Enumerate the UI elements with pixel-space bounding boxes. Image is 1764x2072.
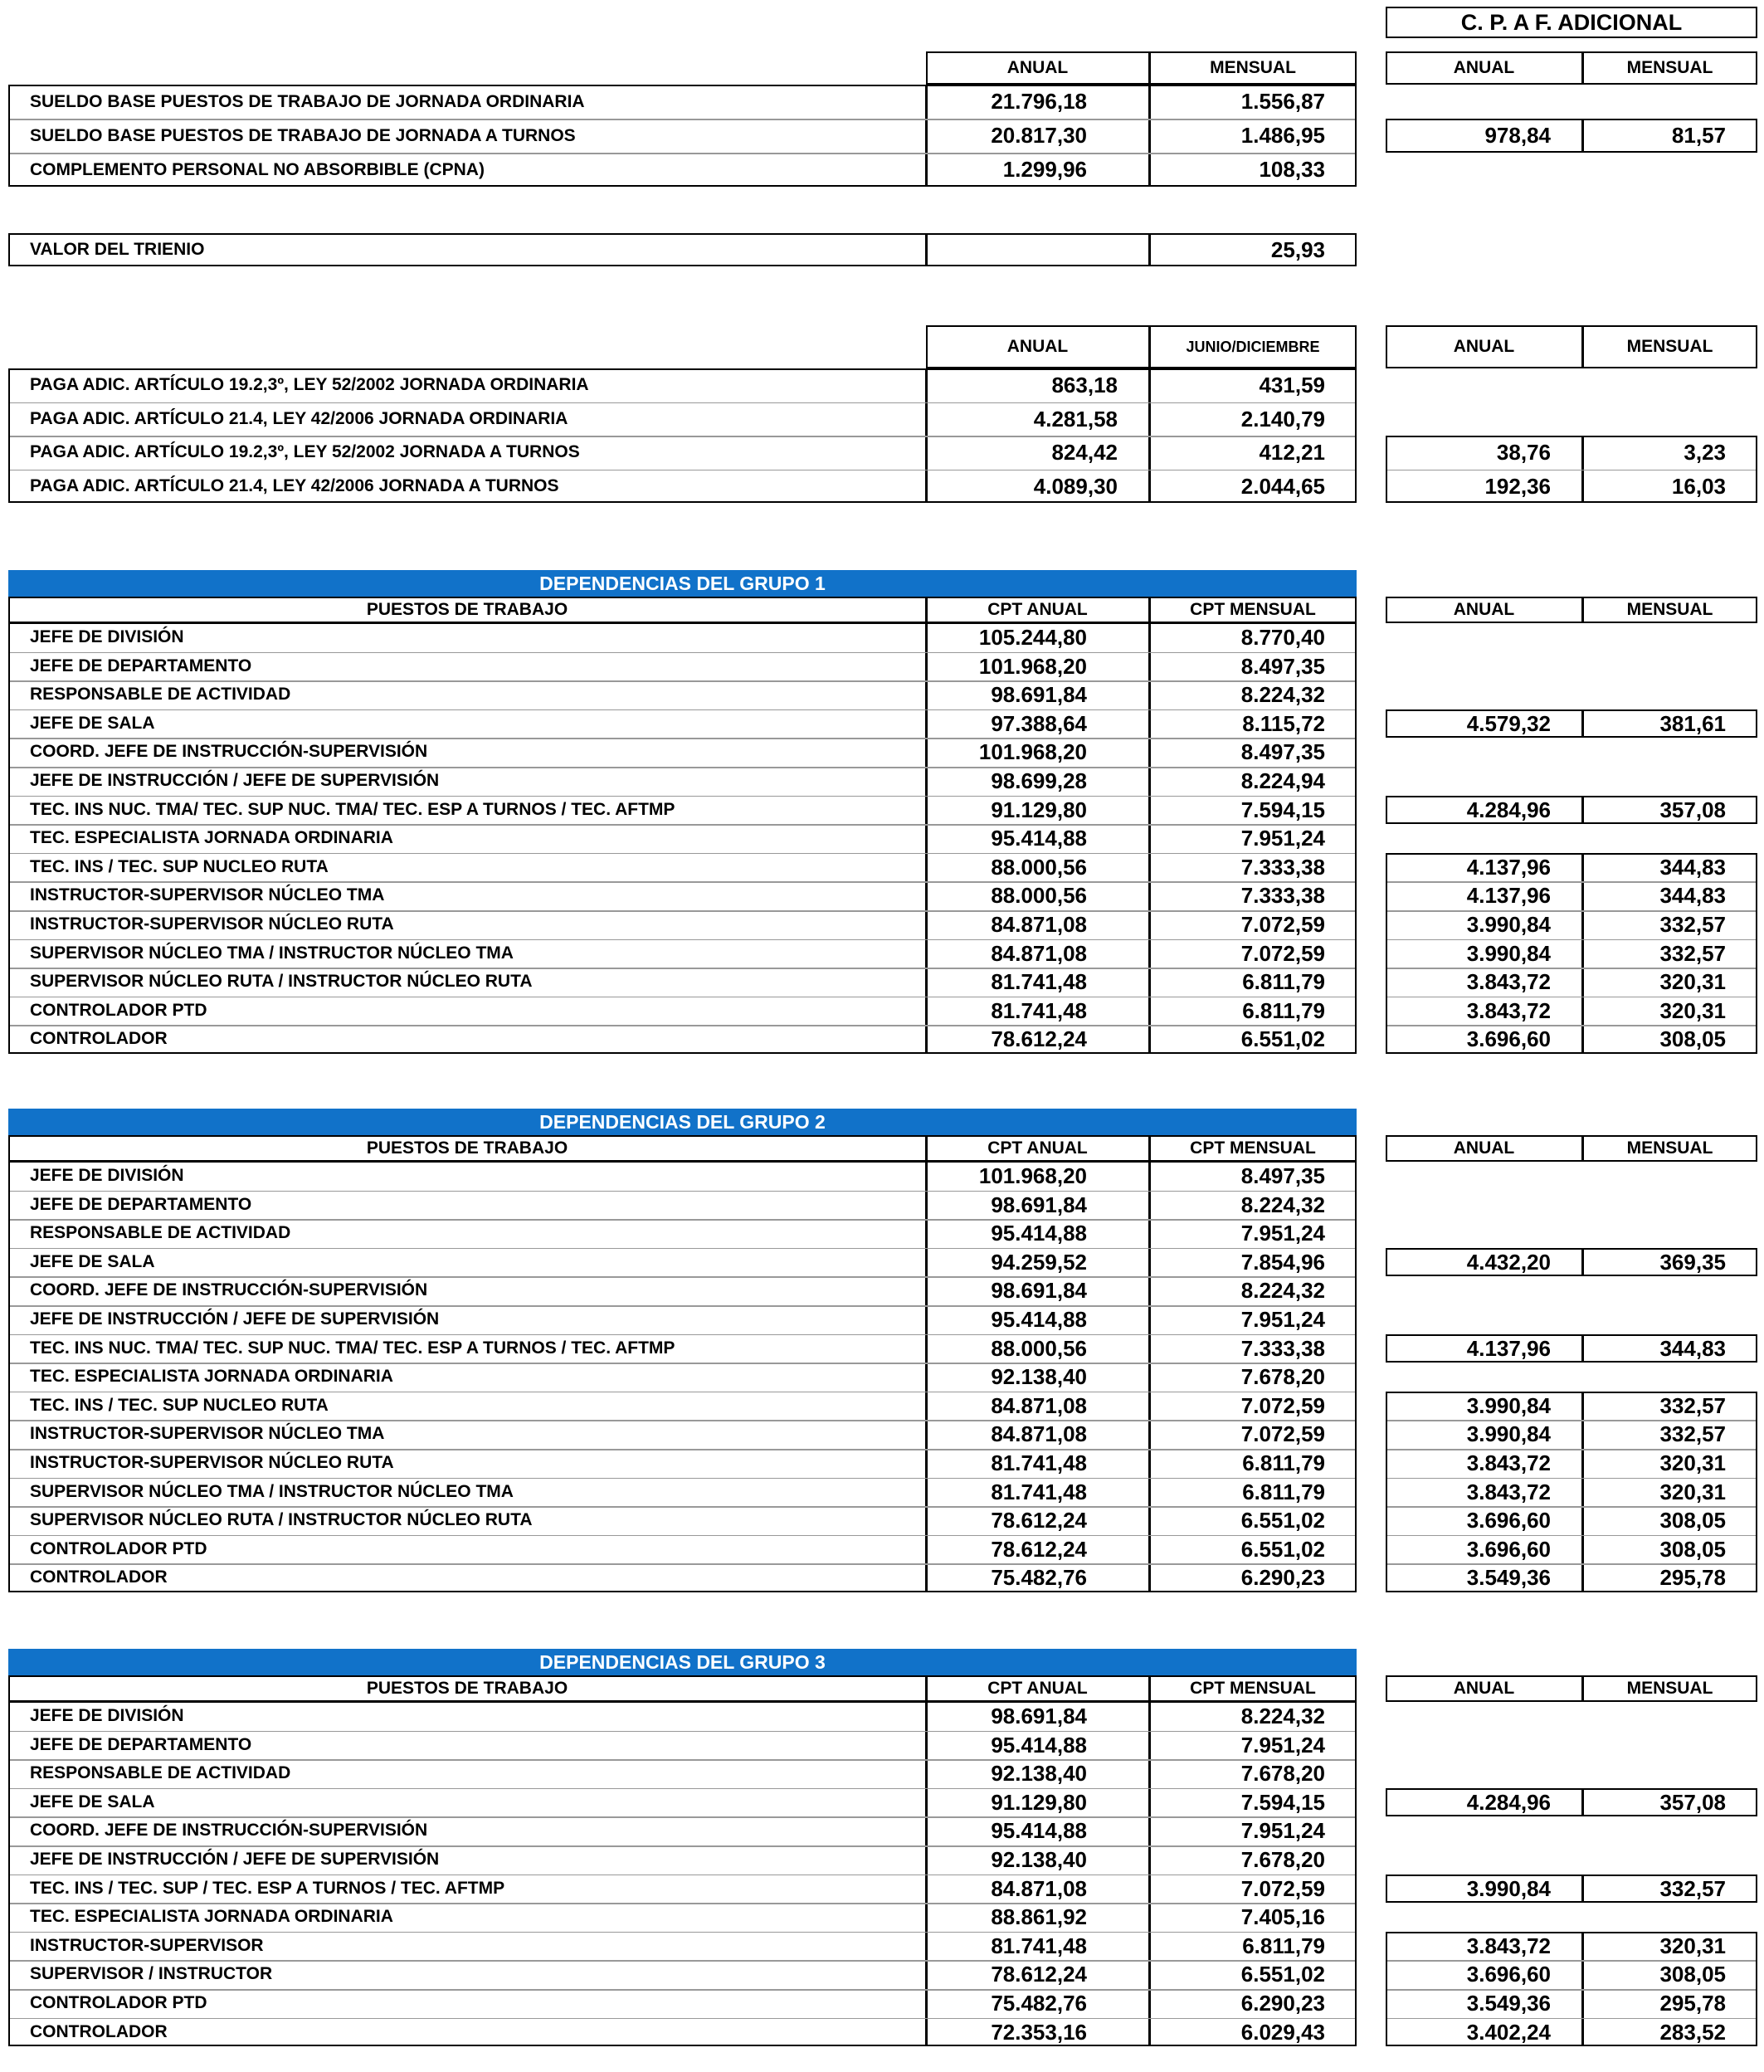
- paga-row-label: PAGA ADIC. ARTÍCULO 21.4, LEY 42/2006 JORNADA ORDINARIA: [30, 408, 568, 428]
- sueldo-header-mensual: MENSUAL: [1210, 58, 1296, 77]
- group-row-anual: 97.388,64: [991, 710, 1087, 736]
- paga-header-anual: ANUAL: [1006, 337, 1069, 356]
- group-row-anual: 101.968,20: [978, 1163, 1087, 1188]
- sueldo-row-mensual: 108,33: [1259, 157, 1325, 182]
- group-row-mensual: 6.551,02: [1240, 1962, 1325, 1987]
- group-adic-box: [1386, 796, 1757, 825]
- group-adic-row-sep: [1387, 1989, 1756, 1991]
- group-row-anual: 88.000,56: [991, 883, 1087, 909]
- group-row-label: TEC. ESPECIALISTA JORNADA ORDINARIA: [30, 828, 393, 848]
- group-row-anual: 78.612,24: [991, 1962, 1087, 1987]
- group-row-label: JEFE DE SALA: [30, 713, 155, 733]
- sueldo-adic-header-mensual: MENSUAL: [1626, 58, 1713, 77]
- group-adic-anual: 4.137,96: [1466, 854, 1551, 880]
- group-adic-mensual: 320,31: [1659, 1933, 1726, 1958]
- sueldo-row-label: COMPLEMENTO PERSONAL NO ABSORBIBLE (CPNA): [30, 160, 485, 179]
- group-row-anual: 75.482,76: [991, 1991, 1087, 2016]
- group-header-mensual: CPT MENSUAL: [1190, 600, 1316, 619]
- paga-row-jd: 431,59: [1259, 373, 1325, 397]
- group-adic-row-sep: [1387, 939, 1756, 941]
- group-row-anual: 92.138,40: [991, 1364, 1087, 1390]
- group-row-anual: 95.414,88: [991, 1221, 1087, 1246]
- group-row-anual: 84.871,08: [991, 912, 1087, 937]
- group-adic-header-anual: ANUAL: [1453, 1138, 1515, 1158]
- group-row-mensual: 6.290,23: [1240, 1991, 1325, 2016]
- paga-adic-anual: 38,76: [1496, 440, 1551, 465]
- group-row-anual: 81.741,48: [991, 1450, 1087, 1475]
- group-row-label: CONTROLADOR: [30, 1567, 168, 1587]
- paga-adic-header-anual: ANUAL: [1453, 337, 1515, 356]
- group-adic-mensual: 344,83: [1659, 883, 1726, 909]
- group-row-mensual: 8.497,35: [1240, 653, 1325, 679]
- group-row-mensual: 7.072,59: [1240, 1421, 1325, 1447]
- group-row-anual: 95.414,88: [991, 1307, 1087, 1332]
- group-row-mensual: 7.333,38: [1240, 883, 1325, 909]
- group-row-label: JEFE DE DEPARTAMENTO: [30, 1734, 252, 1754]
- group-row-mensual: 6.551,02: [1240, 1536, 1325, 1562]
- group-row-mensual: 7.333,38: [1240, 1335, 1325, 1361]
- group-row-mensual: 8.224,32: [1240, 1704, 1325, 1728]
- group-row-mensual: 6.551,02: [1240, 1026, 1325, 1052]
- group-adic-header-mensual: MENSUAL: [1626, 1138, 1713, 1158]
- group-row-mensual: 8.770,40: [1240, 625, 1325, 650]
- group-row-anual: 81.741,48: [991, 1933, 1087, 1958]
- group-row-anual: 91.129,80: [991, 1789, 1087, 1815]
- group-row-label: JEFE DE DIVISIÓN: [30, 627, 184, 646]
- group-row-anual: 95.414,88: [991, 1818, 1087, 1844]
- group-row-label: JEFE DE DIVISIÓN: [30, 1706, 184, 1725]
- group-row-anual: 98.691,84: [991, 682, 1087, 708]
- group-row-label: CONTROLADOR PTD: [30, 1538, 207, 1558]
- group-row-mensual: 7.072,59: [1240, 912, 1325, 937]
- sueldo-row-mensual: 1.556,87: [1240, 89, 1325, 114]
- group-row-anual: 98.691,84: [991, 1278, 1087, 1304]
- paga-adic-mensual: 3,23: [1684, 440, 1726, 465]
- group-row-label: INSTRUCTOR-SUPERVISOR NÚCLEO RUTA: [30, 914, 394, 934]
- group-row-label: JEFE DE INSTRUCCIÓN / JEFE DE SUPERVISIÓN: [30, 1850, 440, 1869]
- group-adic-mensual: 295,78: [1659, 1991, 1726, 2016]
- group-adic-mensual: 308,05: [1659, 1026, 1726, 1052]
- group-adic-divider: [1581, 1875, 1584, 1904]
- group-adic-row-sep: [1387, 881, 1756, 883]
- group-header-puestos: PUESTOS DE TRABAJO: [366, 600, 568, 619]
- group-title-band: DEPENDENCIAS DEL GRUPO 2: [8, 1109, 1357, 1135]
- group-adic-header-anual: ANUAL: [1453, 1679, 1515, 1698]
- group-row-anual: 91.129,80: [991, 797, 1087, 822]
- group-row-label: COORD. JEFE DE INSTRUCCIÓN-SUPERVISIÓN: [30, 742, 428, 762]
- group-adic-box: [1386, 709, 1757, 739]
- group-row-label: COORD. JEFE DE INSTRUCCIÓN-SUPERVISIÓN: [30, 1821, 428, 1840]
- group-adic-mensual: 295,78: [1659, 1565, 1726, 1591]
- group-row-mensual: 7.072,59: [1240, 1875, 1325, 1901]
- group-adic-box: [1386, 853, 1757, 1054]
- group-adic-mensual: 332,57: [1659, 1875, 1726, 1901]
- group-row-mensual: 7.951,24: [1240, 1732, 1325, 1758]
- group-row-anual: 95.414,88: [991, 1732, 1087, 1758]
- group-row-mensual: 7.678,20: [1240, 1364, 1325, 1390]
- group-adic-mensual: 320,31: [1659, 997, 1726, 1023]
- group-adic-anual: 3.549,36: [1466, 1565, 1551, 1591]
- group-row-anual: 81.741,48: [991, 969, 1087, 995]
- group-row-label: RESPONSABLE DE ACTIVIDAD: [30, 1223, 291, 1243]
- group-adic-divider: [1581, 796, 1584, 825]
- paga-row-jd: 412,21: [1259, 440, 1325, 465]
- group-row-mensual: 7.333,38: [1240, 854, 1325, 880]
- group-adic-row-sep: [1387, 1449, 1756, 1450]
- group-row-mensual: 7.072,59: [1240, 1392, 1325, 1418]
- group-row-mensual: 6.811,79: [1242, 997, 1325, 1023]
- paga-header-jd: JUNIO/DICIEMBRE: [1186, 339, 1320, 355]
- group-adic-row-sep: [1387, 997, 1756, 998]
- group-row-mensual: 7.594,15: [1240, 797, 1325, 822]
- group-row-label: TEC. INS NUC. TMA/ TEC. SUP NUC. TMA/ TEC. ESP A TURNOS / TEC. AFTMP: [30, 799, 675, 819]
- group-row-label: TEC. INS NUC. TMA/ TEC. SUP NUC. TMA/ TEC. ESP A TURNOS / TEC. AFTMP: [30, 1338, 675, 1358]
- group-adic-anual: 4.284,96: [1466, 1789, 1551, 1815]
- group-adic-anual: 3.990,84: [1466, 1421, 1551, 1447]
- group-row-label: TEC. INS / TEC. SUP NUCLEO RUTA: [30, 856, 329, 876]
- trienio-box: [8, 233, 1357, 266]
- group-adic-mensual: 332,57: [1659, 912, 1726, 937]
- group-row-anual: 78.612,24: [991, 1536, 1087, 1562]
- group-row-mensual: 6.811,79: [1242, 1933, 1325, 1958]
- group-adic-anual: 3.696,60: [1466, 1508, 1551, 1533]
- group-row-mensual: 7.678,20: [1240, 1761, 1325, 1787]
- group-row-mensual: 8.224,32: [1240, 1278, 1325, 1304]
- group-adic-mensual: 357,08: [1659, 1789, 1726, 1815]
- group-row-mensual: 6.551,02: [1240, 1508, 1325, 1533]
- group-row-mensual: 7.405,16: [1240, 1904, 1325, 1930]
- group-row-label: JEFE DE DEPARTAMENTO: [30, 656, 252, 675]
- group-row-label: JEFE DE SALA: [30, 1792, 155, 1811]
- group-row-label: SUPERVISOR NÚCLEO RUTA / INSTRUCTOR NÚCLEO RUTA: [30, 1510, 533, 1530]
- group-row-mensual: 7.678,20: [1240, 1847, 1325, 1872]
- group-adic-mensual: 308,05: [1659, 1962, 1726, 1987]
- group-row-anual: 92.138,40: [991, 1847, 1087, 1872]
- paga-row-anual: 4.281,58: [1033, 406, 1118, 431]
- group-adic-mensual: 332,57: [1659, 1421, 1726, 1447]
- sueldo-row-label: SUELDO BASE PUESTOS DE TRABAJO DE JORNADA ORDINARIA: [30, 92, 585, 111]
- group-adic-divider: [1581, 709, 1584, 739]
- group-row-label: CONTROLADOR: [30, 2021, 168, 2041]
- paga-row-label: PAGA ADIC. ARTÍCULO 19.2,3º, LEY 52/2002 JORNADA A TURNOS: [30, 442, 580, 461]
- group-adic-anual: 4.432,20: [1466, 1249, 1551, 1275]
- group-adic-divider: [1581, 1248, 1584, 1277]
- group-row-mensual: 7.951,24: [1240, 1818, 1325, 1844]
- group-adic-anual: 4.579,32: [1466, 710, 1551, 736]
- group-row-mensual: 7.951,24: [1240, 1221, 1325, 1246]
- group-adic-anual: 3.843,72: [1466, 1450, 1551, 1475]
- group-adic-mensual: 344,83: [1659, 1335, 1726, 1361]
- group-adic-anual: 3.696,60: [1466, 1962, 1551, 1987]
- group-adic-divider: [1581, 1334, 1584, 1363]
- sueldo-adic-row-divider: [1581, 119, 1584, 153]
- group-row-label: INSTRUCTOR-SUPERVISOR NÚCLEO RUTA: [30, 1453, 394, 1472]
- group-row-mensual: 6.811,79: [1242, 1450, 1325, 1475]
- group-row-mensual: 8.497,35: [1240, 1163, 1325, 1188]
- group-row-label: JEFE DE DIVISIÓN: [30, 1166, 184, 1185]
- group-row-mensual: 7.594,15: [1240, 1789, 1325, 1815]
- group-row-sep: [10, 1563, 1355, 1565]
- group-adic-divider: [1581, 1788, 1584, 1817]
- group-row-mensual: 8.224,32: [1240, 1192, 1325, 1217]
- group-adic-row-sep: [1387, 2018, 1756, 2020]
- group-adic-anual: 3.402,24: [1466, 2019, 1551, 2045]
- group-adic-anual: 3.843,72: [1466, 997, 1551, 1023]
- group-row-sep: [10, 1025, 1355, 1026]
- group-adic-mensual: 320,31: [1659, 1479, 1726, 1504]
- group-row-anual: 98.699,28: [991, 768, 1087, 793]
- group-row-anual: 101.968,20: [978, 653, 1087, 679]
- group-row-anual: 78.612,24: [991, 1026, 1087, 1052]
- group-row-anual: 84.871,08: [991, 1875, 1087, 1901]
- group-adic-box: [1386, 1392, 1757, 1592]
- group-adic-mensual: 381,61: [1659, 710, 1726, 736]
- group-row-label: INSTRUCTOR-SUPERVISOR NÚCLEO TMA: [30, 885, 385, 905]
- sueldo-row-label: SUELDO BASE PUESTOS DE TRABAJO DE JORNADA A TURNOS: [30, 126, 576, 145]
- group-row-anual: 81.741,48: [991, 1479, 1087, 1504]
- group-row-sep: [10, 1248, 1355, 1250]
- group-row-anual: 84.871,08: [991, 1421, 1087, 1447]
- group-adic-anual: 3.990,84: [1466, 912, 1551, 937]
- group-row-sep: [10, 2018, 1355, 2020]
- group-row-anual: 94.259,52: [991, 1249, 1087, 1275]
- group-row-anual: 88.000,56: [991, 854, 1087, 880]
- paga-row-anual: 4.089,30: [1033, 473, 1118, 499]
- group-adic-anual: 3.990,84: [1466, 940, 1551, 966]
- group-adic-row-sep: [1387, 1506, 1756, 1508]
- group-row-anual: 84.871,08: [991, 1392, 1087, 1418]
- group-row-label: SUPERVISOR NÚCLEO TMA / INSTRUCTOR NÚCLEO TMA: [30, 1481, 514, 1501]
- group-row-label: JEFE DE SALA: [30, 1251, 155, 1271]
- group-row-mensual: 7.951,24: [1240, 826, 1325, 851]
- group-adic-anual: 3.990,84: [1466, 1875, 1551, 1901]
- group-adic-box: [1386, 1248, 1757, 1277]
- group-row-label: COORD. JEFE DE INSTRUCCIÓN-SUPERVISIÓN: [30, 1280, 428, 1300]
- group-adic-anual: 3.549,36: [1466, 1991, 1551, 2016]
- group-row-label: TEC. ESPECIALISTA JORNADA ORDINARIA: [30, 1367, 393, 1387]
- trienio-mensual: 25,93: [1270, 237, 1325, 262]
- group-adic-header-mensual: MENSUAL: [1626, 1679, 1713, 1698]
- group-adic-row-sep: [1387, 1478, 1756, 1480]
- group-adic-box: [1386, 1334, 1757, 1363]
- group-adic-row-sep: [1387, 1960, 1756, 1962]
- group-row-sep: [10, 1535, 1355, 1537]
- group-row-anual: 72.353,16: [991, 2019, 1087, 2045]
- group-header-anual: CPT ANUAL: [987, 600, 1088, 619]
- group-row-sep: [10, 1989, 1355, 1991]
- sueldo-adic-row-mensual: 81,57: [1671, 123, 1726, 148]
- group-adic-mensual: 308,05: [1659, 1536, 1726, 1562]
- group-row-anual: 98.691,84: [991, 1192, 1087, 1217]
- sueldo-row-mensual: 1.486,95: [1240, 123, 1325, 148]
- group-title-band: DEPENDENCIAS DEL GRUPO 3: [8, 1649, 1357, 1675]
- group-row-label: CONTROLADOR PTD: [30, 1993, 207, 2012]
- group-row-anual: 98.691,84: [991, 1704, 1087, 1728]
- group-row-sep: [10, 709, 1355, 711]
- group-adic-anual: 4.137,96: [1466, 1335, 1551, 1361]
- group-adic-anual: 4.137,96: [1466, 883, 1551, 909]
- group-adic-anual: 4.284,96: [1466, 797, 1551, 822]
- paga-adic-mensual: 16,03: [1671, 473, 1726, 499]
- group-adic-mensual: 332,57: [1659, 1392, 1726, 1418]
- group-header-mensual: CPT MENSUAL: [1190, 1679, 1316, 1698]
- group-row-label: INSTRUCTOR-SUPERVISOR NÚCLEO TMA: [30, 1424, 385, 1444]
- group-adic-mensual: 320,31: [1659, 969, 1726, 995]
- group-row-label: INSTRUCTOR-SUPERVISOR: [30, 1935, 264, 1955]
- group-adic-anual: 3.696,60: [1466, 1536, 1551, 1562]
- paga-adic-header-mensual: MENSUAL: [1626, 337, 1713, 356]
- group-adic-anual: 3.843,72: [1466, 969, 1551, 995]
- group-row-sep: [10, 1788, 1355, 1790]
- group-header-anual: CPT ANUAL: [987, 1138, 1088, 1158]
- paga-row-label: PAGA ADIC. ARTÍCULO 21.4, LEY 42/2006 JORNADA A TURNOS: [30, 475, 559, 495]
- group-row-mensual: 8.497,35: [1240, 739, 1325, 765]
- sueldo-row-anual: 20.817,30: [991, 123, 1087, 148]
- group-row-anual: 92.138,40: [991, 1761, 1087, 1787]
- group-row-anual: 105.244,80: [978, 625, 1087, 650]
- paga-row-jd: 2.044,65: [1240, 473, 1325, 499]
- group-header-puestos: PUESTOS DE TRABAJO: [366, 1679, 568, 1698]
- group-adic-anual: 3.990,84: [1466, 1392, 1551, 1418]
- group-row-mensual: 7.072,59: [1240, 940, 1325, 966]
- paga-row-jd: 2.140,79: [1240, 406, 1325, 431]
- paga-row-anual: 824,42: [1051, 440, 1118, 465]
- group-row-mensual: 8.115,72: [1242, 710, 1325, 736]
- sueldo-adic-row-anual: 978,84: [1484, 123, 1551, 148]
- group-row-label: TEC. INS / TEC. SUP NUCLEO RUTA: [30, 1395, 329, 1415]
- paga-row-label: PAGA ADIC. ARTÍCULO 19.2,3º, LEY 52/2002 JORNADA ORDINARIA: [30, 375, 589, 394]
- sueldo-row-anual: 1.299,96: [1002, 157, 1087, 182]
- group-row-label: SUPERVISOR NÚCLEO RUTA / INSTRUCTOR NÚCLEO RUTA: [30, 972, 533, 992]
- group-row-sep: [10, 997, 1355, 998]
- sueldo-row-anual: 21.796,18: [991, 89, 1087, 114]
- trienio-col1: [925, 233, 928, 266]
- sueldo-header-anual: ANUAL: [1006, 58, 1069, 77]
- group-header-anual: CPT ANUAL: [987, 1679, 1088, 1698]
- group-row-label: JEFE DE DEPARTAMENTO: [30, 1194, 252, 1214]
- group-adic-mensual: 332,57: [1659, 940, 1726, 966]
- group-adic-mensual: 308,05: [1659, 1508, 1726, 1533]
- group-row-mensual: 6.290,23: [1240, 1565, 1325, 1591]
- group-adic-mensual: 369,35: [1659, 1249, 1726, 1275]
- group-row-anual: 88.861,92: [991, 1904, 1087, 1930]
- group-row-label: CONTROLADOR PTD: [30, 1000, 207, 1020]
- sueldo-col1: [925, 85, 928, 187]
- group-row-mensual: 6.811,79: [1242, 969, 1325, 995]
- group-row-label: RESPONSABLE DE ACTIVIDAD: [30, 685, 291, 704]
- group-adic-row-sep: [1387, 1563, 1756, 1565]
- group-adic-divider: [1581, 853, 1584, 1054]
- group-adic-mensual: 357,08: [1659, 797, 1726, 822]
- group-row-mensual: 7.951,24: [1240, 1307, 1325, 1332]
- group-title-band: DEPENDENCIAS DEL GRUPO 1: [8, 570, 1357, 597]
- group-row-mensual: 6.811,79: [1242, 1479, 1325, 1504]
- group-adic-mensual: 320,31: [1659, 1450, 1726, 1475]
- group-row-mensual: 8.224,94: [1240, 768, 1325, 793]
- group-row-mensual: 8.224,32: [1240, 682, 1325, 708]
- group-row-label: SUPERVISOR NÚCLEO TMA / INSTRUCTOR NÚCLEO TMA: [30, 943, 514, 963]
- group-adic-row-sep: [1387, 1420, 1756, 1421]
- group-row-anual: 84.871,08: [991, 940, 1087, 966]
- group-adic-header-mensual: MENSUAL: [1626, 600, 1713, 619]
- trienio-label: VALOR DEL TRIENIO: [30, 240, 205, 259]
- group-row-label: TEC. ESPECIALISTA JORNADA ORDINARIA: [30, 1907, 393, 1927]
- trienio-col2: [1148, 233, 1151, 266]
- group-row-anual: 95.414,88: [991, 826, 1087, 851]
- group-row-label: JEFE DE INSTRUCCIÓN / JEFE DE SUPERVISIÓN: [30, 1309, 440, 1329]
- group-row-mensual: 7.854,96: [1240, 1249, 1325, 1275]
- group-row-label: CONTROLADOR: [30, 1029, 168, 1049]
- group-adic-anual: 3.843,72: [1466, 1933, 1551, 1958]
- group-row-anual: 81.741,48: [991, 997, 1087, 1023]
- group-adic-box: [1386, 1875, 1757, 1904]
- group-adic-box: [1386, 1788, 1757, 1817]
- paga-adic-anual: 192,36: [1484, 473, 1551, 499]
- sueldo-adic-header-anual: ANUAL: [1453, 58, 1515, 77]
- group-adic-divider: [1581, 1392, 1584, 1592]
- group-row-anual: 78.612,24: [991, 1508, 1087, 1533]
- group-row-anual: 88.000,56: [991, 1335, 1087, 1361]
- group-adic-mensual: 344,83: [1659, 854, 1726, 880]
- group-row-anual: 75.482,76: [991, 1565, 1087, 1591]
- group-adic-row-sep: [1387, 1535, 1756, 1537]
- group-row-label: RESPONSABLE DE ACTIVIDAD: [30, 1763, 291, 1783]
- group-adic-anual: 3.843,72: [1466, 1479, 1551, 1504]
- group-row-label: TEC. INS / TEC. SUP / TEC. ESP A TURNOS / TEC. AFTMP: [30, 1878, 505, 1898]
- cpaf-title: C. P. A F. ADICIONAL: [1460, 10, 1683, 35]
- group-adic-row-sep: [1387, 968, 1756, 969]
- sueldo-col2: [1148, 85, 1151, 187]
- group-adic-row-sep: [1387, 910, 1756, 912]
- group-adic-header-anual: ANUAL: [1453, 600, 1515, 619]
- group-adic-anual: 3.696,60: [1466, 1026, 1551, 1052]
- group-row-label: SUPERVISOR / INSTRUCTOR: [30, 1964, 273, 1984]
- group-row-label: JEFE DE INSTRUCCIÓN / JEFE DE SUPERVISIÓN: [30, 771, 440, 790]
- group-header-mensual: CPT MENSUAL: [1190, 1138, 1316, 1158]
- group-adic-mensual: 283,52: [1659, 2019, 1726, 2045]
- group-header-puestos: PUESTOS DE TRABAJO: [366, 1138, 568, 1158]
- group-row-mensual: 6.029,43: [1240, 2019, 1325, 2045]
- paga-row-anual: 863,18: [1051, 373, 1118, 397]
- group-adic-row-sep: [1387, 1025, 1756, 1026]
- group-row-anual: 101.968,20: [978, 739, 1087, 765]
